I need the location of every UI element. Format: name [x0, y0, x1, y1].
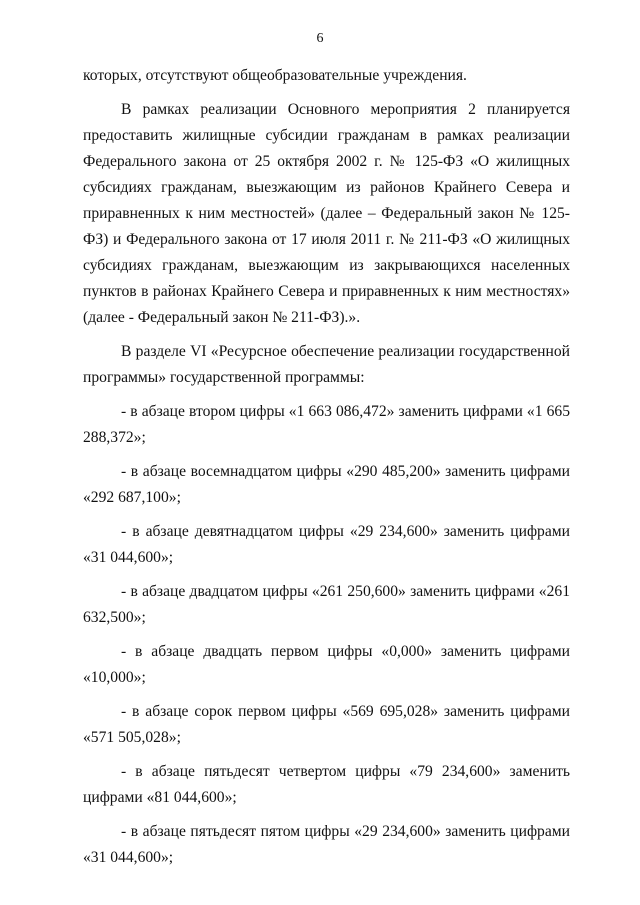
list-item: - в абзаце сорок первом цифры «569 695,028» заменить цифрами «571 505,028»;	[83, 703, 570, 746]
list-item: - в абзаце пятьдесят пятом цифры «29 234,600» заменить цифрами «31 044,600»;	[83, 823, 570, 866]
list-item: - в абзаце двадцать первом цифры «0,000» заменить цифрами «10,000»;	[83, 643, 570, 686]
list-item: - в абзаце восемнадцатом цифры «290 485,200» заменить цифрами «292 687,100»;	[83, 463, 570, 506]
list-item: - в абзаце втором цифры «1 663 086,472» заменить цифрами «1 665 288,372»;	[83, 403, 570, 446]
paragraph-section-vi: В разделе VI «Ресурсное обеспечение реализации государственной программы» государственной программы:	[83, 343, 570, 386]
list-item: - в абзаце пятьдесят четвертом цифры «79 234,600» заменить цифрами «81 044,600»;	[83, 763, 570, 806]
list-item: - в абзаце девятнадцатом цифры «29 234,600» заменить цифрами «31 044,600»;	[83, 523, 570, 566]
paragraph-main-event-2: В рамках реализации Основного мероприятия 2 планируется предоставить жилищные субсидии гражданам в рамках реализации Федерального закона от 25 октября 2002 г. № 125-ФЗ «О жилищных субсидиях гражданам, выезжающим из районов Крайнего Севера и приравненных к ним местностей» (далее – Федеральный закон № 125-ФЗ) и Федерального закона от 17 июля 2011 г. № 211-ФЗ «О жилищных субсидиях гражданам, выезжающим из закрывающихся населенных пунктов в районах Крайнего Севера и приравненных к ним местностях» (далее - Федеральный закон № 211-ФЗ).».	[83, 101, 570, 326]
page-number: 6	[316, 31, 324, 46]
document-body	[83, 63, 570, 879]
list-item: - в абзаце двадцатом цифры «261 250,600» заменить цифрами «261 632,500»;	[83, 583, 570, 626]
paragraph-continuation: которых, отсутствуют общеобразовательные учреждения.	[83, 67, 467, 84]
